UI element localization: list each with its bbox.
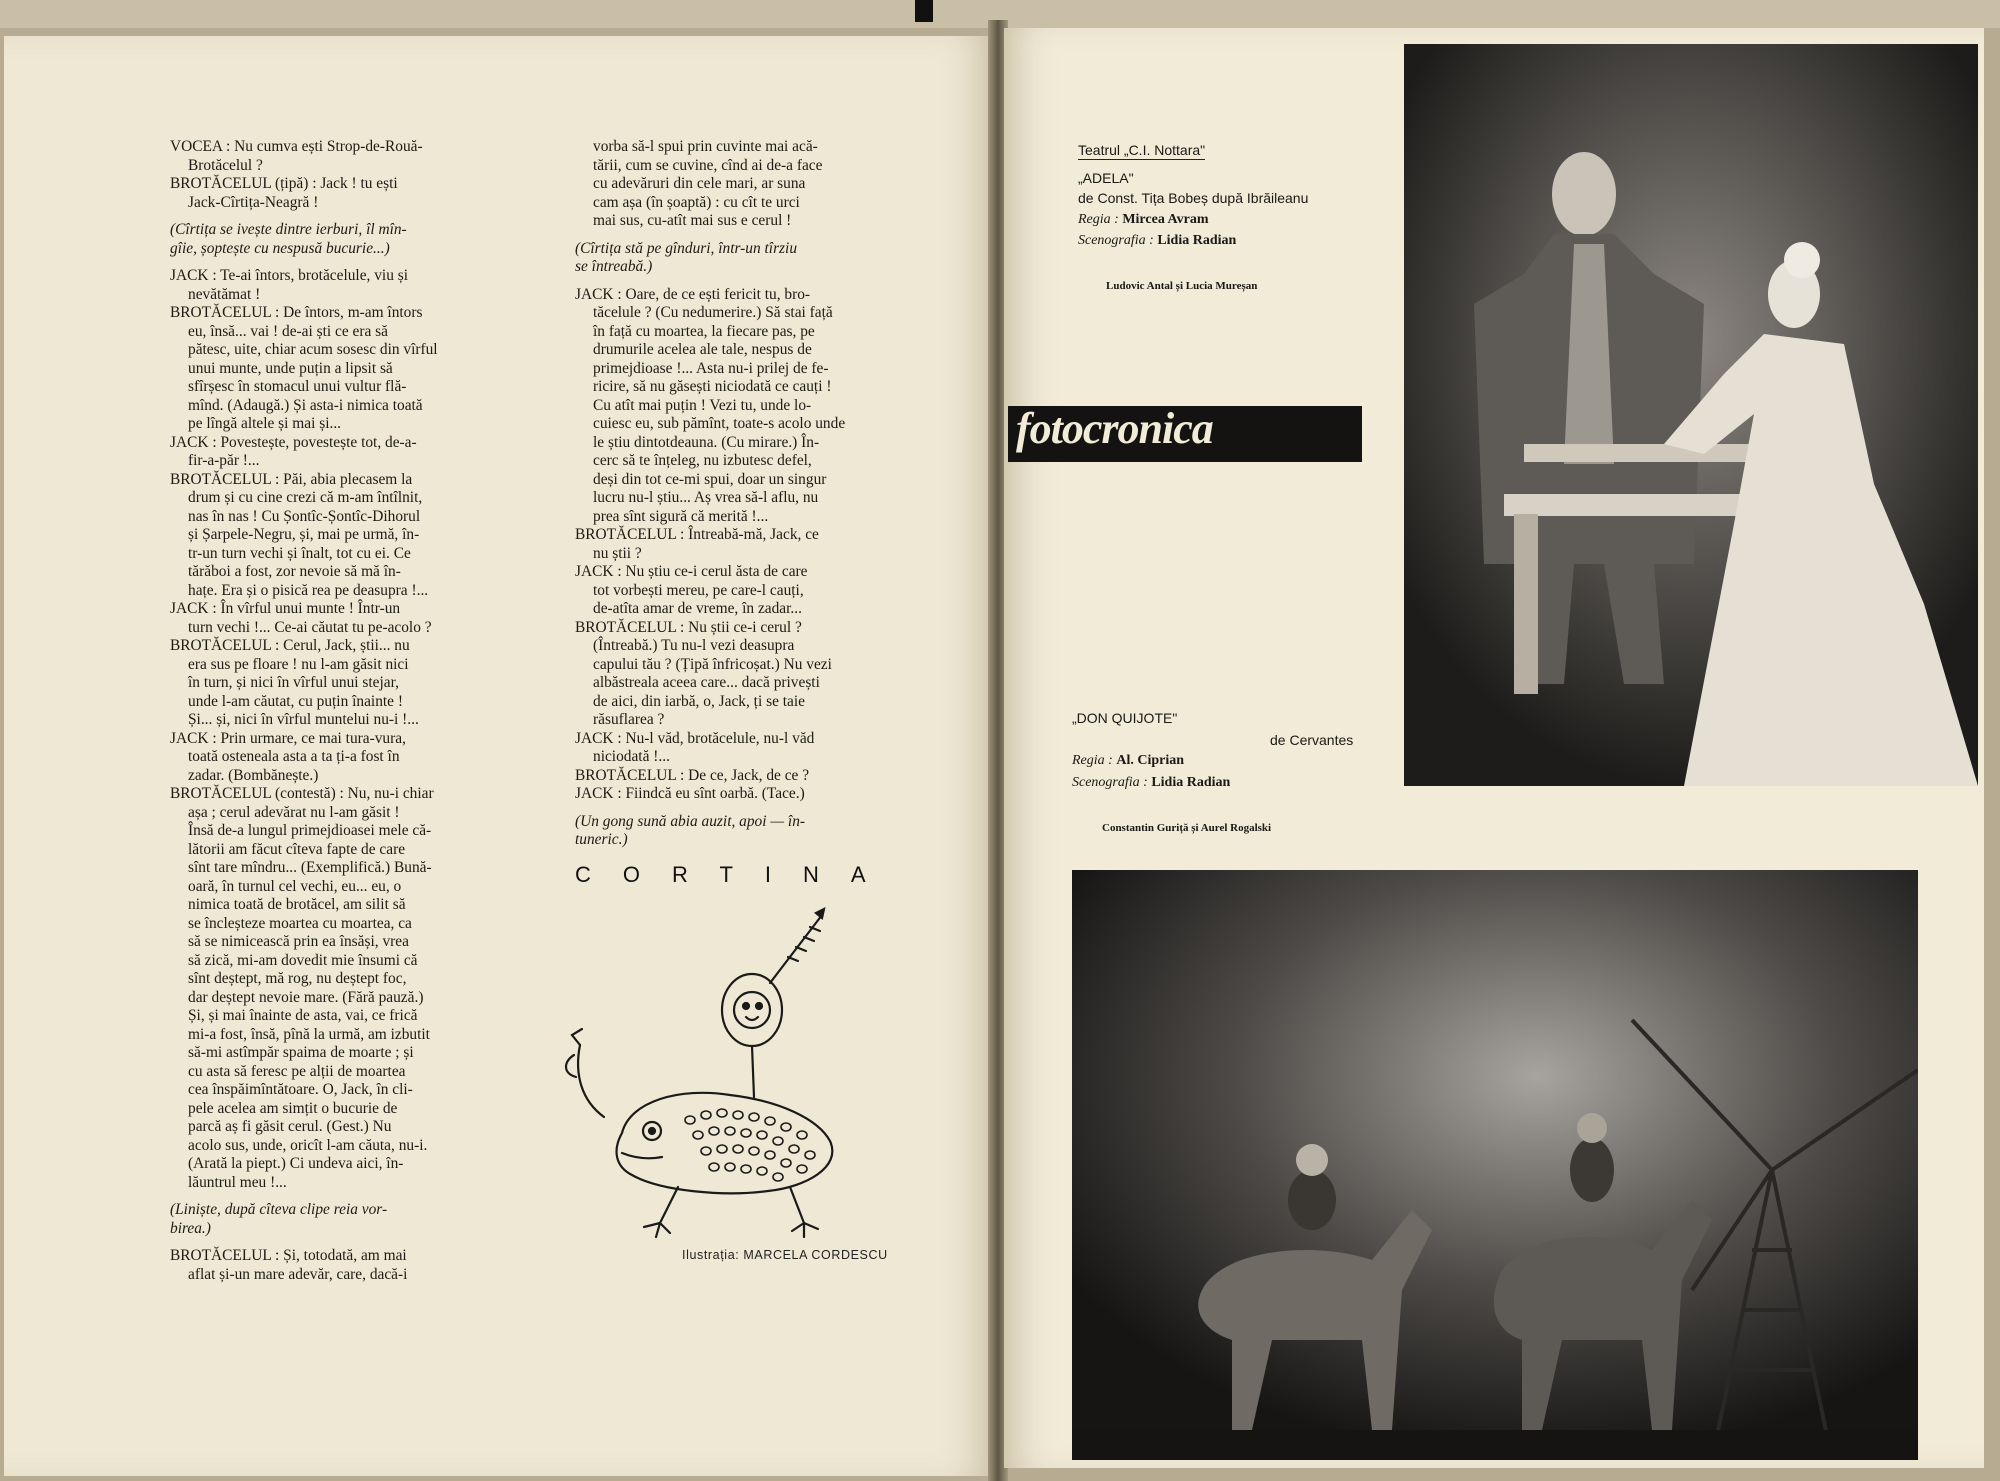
text-line: și Șarpele-Negru, și, mai pe urmă, în- [188, 526, 420, 543]
text-line: (Cîrtița se ivește dintre ierburi, îl mîn- [170, 221, 407, 238]
text-line: (Arată la piept.) Ci undeva aici, în- [188, 1155, 404, 1172]
text-line: niciodată !... [593, 748, 670, 765]
text-line: BROTĂCELUL (țipă) : Jack ! tu ești [170, 175, 398, 192]
text-line: tării, cum se cuvine, cînd ai de-a face [593, 156, 823, 174]
quijote-author: de Cervantes [1270, 732, 1354, 748]
text-line: JACK : Oare, de ce ești fericit tu, bro- [575, 285, 811, 303]
text-line: lătorii am făcut cîteva fapte de care [188, 840, 406, 858]
text-line: capului tău ? (Țipă înfricoșat.) Nu vezi [593, 655, 832, 673]
text-line: pele acelea am simțit o bucurie de [188, 1099, 398, 1117]
text-line: tot vorbești mereu, pe care-l cauți, [593, 581, 804, 599]
photo-don-quijote [1072, 870, 1918, 1460]
text-line: oară, în turnul cel vechi, eu... eu, o [188, 877, 402, 895]
adela-regia [1078, 212, 1209, 228]
text-line: BROTĂCELUL : Și, totodată, am mai [170, 1247, 407, 1264]
text-line: nas în nas ! Cu Șontîc-Șontîc-Dihorul [188, 507, 421, 525]
cortina-heading: CORTINA [575, 862, 898, 887]
text-line: se încleșteze moartea cu moartea, ca [188, 914, 412, 932]
text-line: BROTĂCELUL : De întors, m-am întors [170, 304, 423, 321]
text-line: (Un gong sună abia auzit, apoi — în- [575, 812, 806, 830]
text-line: VOCEA : Nu cumva ești Strop-de-Rouă- [170, 138, 423, 155]
text-line: lăuntrul meu !... [188, 1173, 287, 1191]
text-line: BROTĂCELUL : De ce, Jack, de ce ? [575, 766, 810, 784]
text-line: JACK : Prin urmare, ce mai tura-vura, [170, 729, 406, 747]
text-line: cea înspăimîntătoare. O, Jack, în cli- [188, 1081, 413, 1098]
quijote-regia [1072, 753, 1184, 769]
text-line: albăstreala aceea care... dacă privești [593, 674, 820, 691]
text-line: pătesc, uite, chiar acum sosesc din vîrful [188, 341, 438, 358]
text-line: drum și cu cine crezi că m-am întîlnit, [188, 489, 423, 506]
text-line: BROTĂCELUL : Întreabă-mă, Jack, ce [575, 526, 819, 543]
text-line: Și, și mai înainte de asta, vai, ce frică [188, 1007, 418, 1024]
text-line: cu adevăruri din cele mari, ar suna [593, 175, 806, 192]
illustration-credit: Ilustrația: MARCELA CORDESCU [682, 1248, 888, 1262]
text-line: parcă aș fi găsit cerul. (Gest.) Nu [188, 1118, 392, 1135]
text-line: Și... și, nici în vîrful muntelui nu-i !... [188, 711, 419, 728]
text-line: JACK : Povestește, povestește tot, de-a- [170, 433, 417, 451]
quijote-title: „DON QUIJOTE" [1072, 710, 1178, 726]
text-line: cuiesc eu, sub pămînt, toate-s acolo unde [593, 415, 846, 432]
text-line: tr-un turn vechi și înalt, tot cu ei. Ce [188, 544, 411, 562]
text-line: în față cu moartea, la fiecare pas, pe [593, 322, 815, 340]
text-line: JACK : Nu-l văd, brotăcelule, nu-l văd [575, 729, 815, 747]
quijote-actors: Constantin Guriță și Aurel Rogalski [1102, 822, 1272, 834]
text-line: drumurile acelea ale tale, nespus de [593, 341, 812, 358]
quijote-scenografia [1072, 775, 1230, 791]
scenografia-value: Lidia Radian [1151, 775, 1231, 790]
text-line: Jack-Cîrtița-Neagră ! [188, 193, 319, 211]
text-line: mai sus, cu-atît mai sus e cerul ! [593, 212, 792, 229]
text-line: Brotăcelul ? [188, 156, 263, 174]
adela-author: de Const. Tița Bobeș după Ibrăileanu [1078, 190, 1309, 206]
fotocronica-title: fotocronica [1016, 404, 1213, 453]
text-line: gîie, șoptește cu nespusă bucurie...) [170, 239, 390, 257]
frog-illustration [560, 905, 860, 1245]
text-line: primejdioase !... Asta nu-i prilej de fe- [593, 359, 829, 377]
text-line: BROTĂCELUL : Cerul, Jack, știi... nu [170, 637, 410, 654]
adela-theatre: Teatrul „C.I. Nottara" [1078, 142, 1206, 158]
text-column-1 [170, 138, 520, 1284]
text-line: să zică, mi-am dovedit mie însumi că [188, 951, 418, 969]
text-line: eu, însă... vai ! de-ai ști ce era să [188, 322, 388, 340]
text-line: vorba să-l spui prin cuvinte mai acă- [593, 138, 818, 155]
text-line: nu știi ? [593, 544, 642, 562]
text-line: unui munte, unde puțin a lipsit să [188, 359, 393, 377]
text-line: BROTĂCELUL : Nu știi ce-i cerul ? [575, 618, 802, 636]
adela-actors: Ludovic Antal și Lucia Mureșan [1106, 280, 1258, 292]
text-line: cu asta să feresc pe alții de moartea [188, 1062, 406, 1080]
text-line: JACK : În vîrful unui munte ! Într-un [170, 600, 401, 617]
regia-label: Regia : [1072, 753, 1113, 768]
text-line: nevătămat ! [188, 285, 261, 303]
text-line: sînt deștept, mă rog, nu deștept foc, [188, 970, 407, 987]
text-line: BROTĂCELUL : Păi, abia plecasem la [170, 470, 413, 488]
text-line: JACK : Fiindcă eu sînt oarbă. (Tace.) [575, 785, 805, 802]
text-line: cam așa (în șoaptă) : cu cît te urci [593, 193, 800, 211]
regia-label: Regia : [1078, 212, 1119, 227]
regia-value: Al. Ciprian [1116, 753, 1185, 768]
photo-adela [1404, 44, 1978, 786]
scenografia-label: Scenografia : [1072, 775, 1148, 790]
text-line: așa ; cerul adevărat nu l-am găsit ! [188, 803, 400, 821]
text-line: toată osteneala asta a ta ți-a fost în [188, 748, 400, 765]
text-line: Cu atît mai puțin ! Vezi tu, unde lo- [593, 396, 812, 414]
text-line: birea.) [170, 1219, 211, 1237]
text-line: (Cîrtița stă pe gînduri, într-un tîrziu [575, 239, 798, 257]
text-line: fir-a-păr !... [188, 452, 260, 469]
text-line: deși din tot ce-mi spui, doar un singur [593, 470, 827, 488]
text-line: să se nimicească prin ea însăși, vrea [188, 933, 409, 950]
text-line: răsuflarea ? [593, 711, 665, 728]
text-line: de-atîta amar de vreme, în zadar... [593, 600, 802, 617]
text-line: (Liniște, după cîteva clipe reia vor- [170, 1201, 388, 1218]
text-line: sînt tare mîndru... (Exemplifică.) Bună- [188, 859, 432, 876]
text-line: pe lîngă altele și mai și... [188, 415, 342, 432]
regia-value: Mircea Avram [1122, 212, 1209, 227]
text-line: JACK : Nu știu ce-i cerul ăsta de care [575, 563, 808, 580]
text-line: mi-a fost, însă, pînă la urmă, am izbutit [188, 1025, 430, 1043]
text-line: acolo sus, unde, oricît l-am căuta, nu-i. [188, 1136, 428, 1154]
text-line: ricire, să nu găsești niciodată ce cauți ! [593, 378, 832, 395]
adela-title: „ADELA" [1078, 170, 1134, 186]
text-line: de aici, din iarbă, o, Jack, ți se taie [593, 692, 805, 710]
text-line: dar deștept nevoie mare. (Fără pauză.) [188, 988, 424, 1006]
text-line: era sus pe floare ! nu l-am găsit nici [188, 655, 409, 673]
adela-scenografia [1078, 233, 1236, 249]
text-line: tuneric.) [575, 831, 628, 848]
text-line: BROTĂCELUL (contestă) : Nu, nu-i chiar [170, 785, 434, 802]
text-line: se întreabă.) [575, 258, 653, 275]
text-line: mînd. (Adaugă.) Și asta-i nimica toată [188, 396, 423, 414]
text-line: prea sînt sigură că merită !... [593, 507, 769, 525]
text-column-2 [575, 138, 923, 850]
text-line: unde l-am căutat, cu puțin înainte ! [188, 692, 403, 710]
text-line: hațe. Era și o pisică rea pe deasupra !... [188, 581, 429, 599]
text-line: tărăboi a fost, zor nevoie să mă în- [188, 563, 401, 580]
text-line: lucru nu-l știu... Aș vrea să-l aflu, nu [593, 489, 819, 506]
binding-mark [915, 0, 933, 22]
text-line: (Întreabă.) Tu nu-l vezi deasupra [593, 637, 795, 654]
text-line: cerc să te înțeleg, nu izbutesc defel, [593, 452, 812, 469]
scenografia-label: Scenografia : [1078, 233, 1154, 248]
text-line: Însă de-a lungul primejdioasei mele că- [188, 822, 432, 839]
scenografia-value: Lidia Radian [1157, 233, 1237, 248]
text-line: tăcelule ? (Cu nedumerire.) Să stai față [593, 304, 833, 321]
text-line: turn vechi !... Ce-ai căutat tu pe-acolo ? [188, 618, 432, 636]
text-line: să-mi astîmpăr spaima de moarte ; și [188, 1044, 414, 1061]
text-line: în turn, și nici în vîrful unui stejar, [188, 674, 399, 691]
text-line: zadar. (Bombănește.) [188, 766, 319, 784]
text-line: JACK : Te-ai întors, brotăcelule, viu și [170, 267, 409, 284]
text-line: aflat și-un mare adevăr, care, dacă-i [188, 1265, 408, 1283]
text-line: nimica toată de brotăcel, am silit să [188, 896, 406, 913]
text-line: le știu dintotdeauna. (Cu mirare.) În- [593, 433, 820, 451]
text-line: sfîrșesc în stomacul unui vultur flă- [188, 378, 407, 395]
